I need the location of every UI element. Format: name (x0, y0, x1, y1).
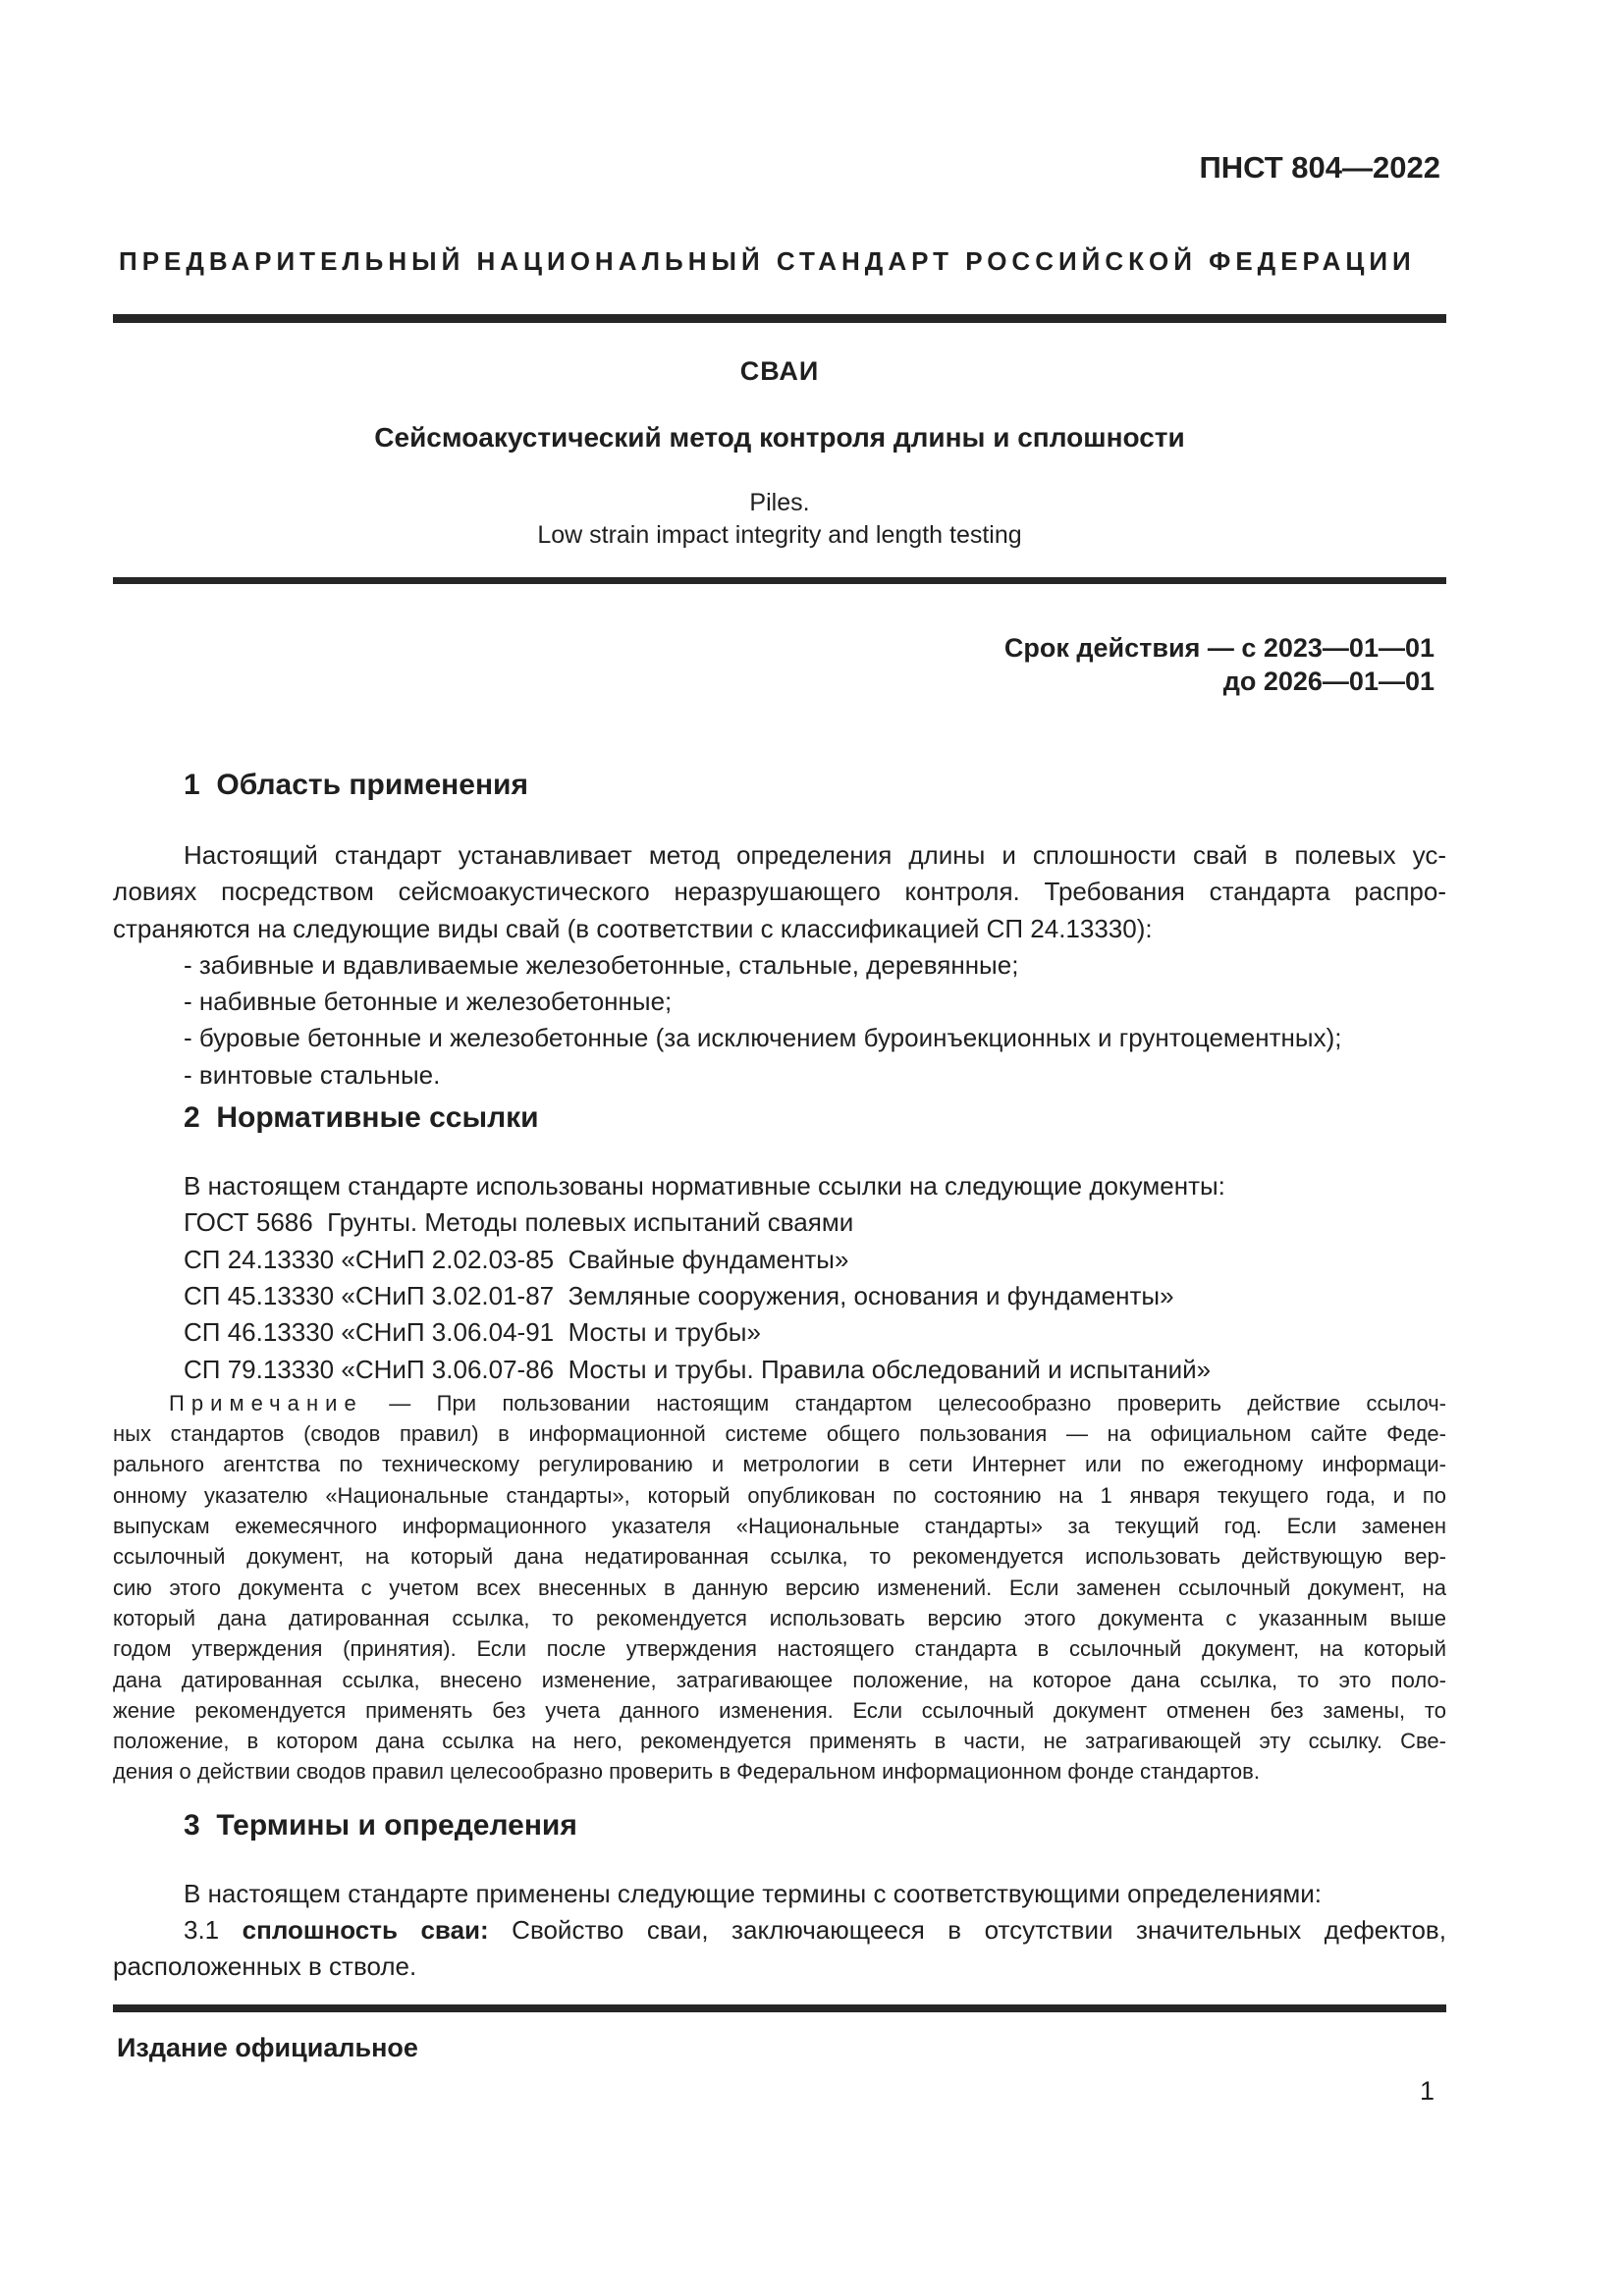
terms-intro: В настоящем стандарте применены следующие термины с соответствующими определениями: (184, 1878, 1323, 1908)
doc-code: ПНСТ 804—2022 (1199, 150, 1440, 185)
term-name: сплошность сваи: (242, 1915, 489, 1946)
page-content (113, 152, 1446, 2106)
references-intro: В настоящем стандарте использованы нормативные ссылки на следующие документы: (184, 1171, 1225, 1201)
title-rule (113, 577, 1446, 584)
section-1-paragraph: Настоящий стандарт устанавливает метод определения длины и сплошности свай в полевых ус- ловиях посредством сейсмоакустического неразрушающего контроля. Требования стандарта распро- страняются на следующие виды свай (в соответствии с классификацией СП 24.13330): (113, 840, 1446, 943)
term-definition-line-1 (113, 1912, 1446, 1949)
term-number: 3.1 (184, 1915, 220, 1946)
section-1-heading: 1 Область применения (184, 769, 529, 801)
doc-title-en: Piles. Low strain impact integrity and length testing (537, 489, 1022, 549)
edition-note: Издание официальное (117, 2032, 418, 2062)
note-first-line (113, 1388, 1446, 1418)
section-2-heading: 2 Нормативные ссылки (184, 1101, 539, 1135)
term-definition-line-2: расположенных в стволе. (113, 1951, 417, 1982)
header-rule (113, 314, 1446, 323)
term-definition-text: Свойство сваи, заключающееся в отсутствии значительных дефектов, (512, 1915, 1446, 1946)
term-definition (113, 1912, 1446, 1986)
footer-rule (113, 2004, 1446, 2012)
section-3-heading: 3 Термины и определения (184, 1808, 577, 1842)
doc-subject-title: СВАИ (739, 356, 820, 386)
page-number: 1 (1419, 2075, 1435, 2106)
note-first-line-text: — При пользовании настоящим стандартом целесообразно проверить действие ссылоч- (389, 1390, 1446, 1415)
note-remaining-lines: ных стандартов (сводов правил) в информационной системе общего пользования — на официальном сайте Феде- рального агентства по техническому регулированию и метрологии в сети Интернет или по ежегодному информаци- онному указателю «Национальные стандарты», который опубликован по состоянию на 1 января текущего года, и по выпускам ежемесячного информационного указателя «Национальные стандарты» за текущий год. Если заменен ссылочный документ, на который дана недатированная ссылка, то рекомендуется использовать действующую вер- сию этого документа с учетом всех внесенных в данную версию изменений. Если заменен ссылочный документ, на который дана датированная ссылка, то рекомендуется использовать версию этого документа с указанным выше годом утверждения (принятия). Если после утверждения настоящего стандарта в ссылочный документ, на который дана датированная ссылка, внесено изменение, затрагивающее положение, на которое дана ссылка, то это поло- жение рекомендуется применять без учета данного изменения. Если ссылочный документ отменен без замены, то положение, в котором дана ссылка на него, рекомендуется применять в части, не затрагивающей эту ссылку. Све- дения о действии сводов правил целесообразно проверить в Федеральном информационном фонде стандартов. (113, 1421, 1446, 1785)
validity-dates: Срок действия — с 2023—01—01 до 2026—01—01 (1003, 633, 1435, 696)
standard-type-banner: ПРЕДВАРИТЕЛЬНЫЙ НАЦИОНАЛЬНЫЙ СТАНДАРТ РОССИЙСКОЙ ФЕДЕРАЦИИ (119, 246, 1416, 276)
note-label: Примечание (169, 1390, 363, 1415)
pile-types-list: - забивные и вдавливаемые железобетонные, стальные, деревянные; - набивные бетонные и железобетонные; - буровые бетонные и железобетонные (за исключением буроинъекционных и грунтоцементных); - винтовые стальные. (184, 949, 1342, 1090)
references-list: ГОСТ 5686 Грунты. Методы полевых испытаний сваями СП 24.13330 «СНиП 2.02.03-85 Свайные фундаменты» СП 45.13330 «СНиП 3.02.01-87 Земляные сооружения, основания и фундаменты» СП 46.13330 «СНиП 3.06.04-91 Мосты и трубы» СП 79.13330 «СНиП 3.06.07-86 Мосты и трубы. Правила обследований и испытаний» (184, 1207, 1212, 1384)
note-paragraph (113, 1388, 1446, 1788)
doc-title-ru: Сейсмоакустический метод контроля длины и сплошности (374, 422, 1185, 453)
